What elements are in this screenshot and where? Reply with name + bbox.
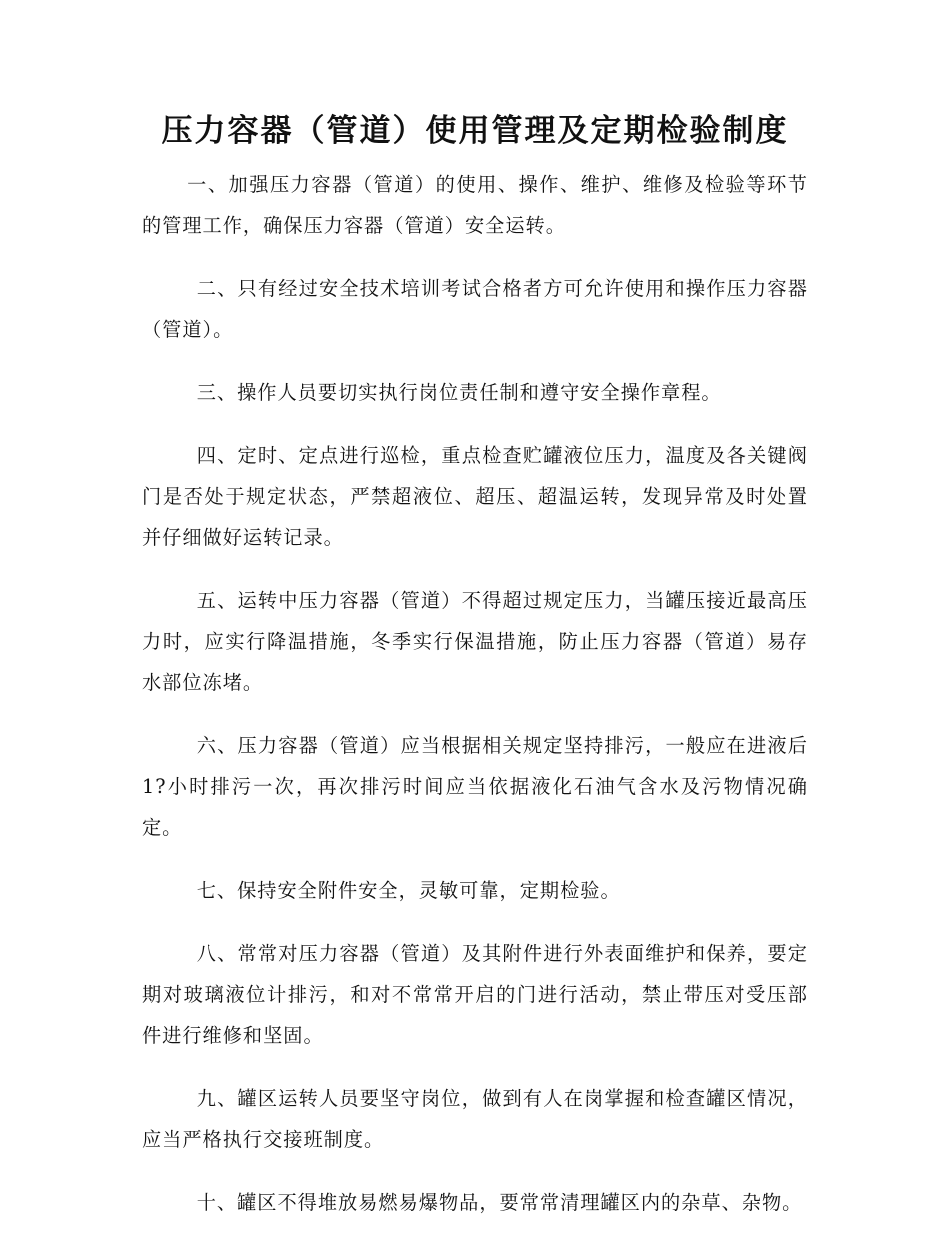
paragraph-3: 三、操作人员要切实执行岗位责任制和遵守安全操作章程。 bbox=[196, 381, 722, 404]
paragraph-1: 一、加强压力容器（管道）的使用、操作、维护、维修及检验等环节的管理工作，确保压力容器（管道）安全运转。 bbox=[142, 173, 808, 237]
paragraph-8: 八、常常对压力容器（管道）及其附件进行外表面维护和保养，要定期对玻璃液位计排污，和对不常常开启的门进行活动，禁止带压对受压部件进行维修和坚固。 bbox=[142, 942, 808, 1047]
paragraph-9: 九、罐区运转人员要坚守岗位，做到有人在岗掌握和检查罐区情况，应当严格执行交接班制度。 bbox=[142, 1087, 808, 1151]
paragraph-2: 二、只有经过安全技术培训考试合格者方可允许使用和操作压力容器（管道）。 bbox=[142, 277, 808, 341]
document-title: 压力容器（管道）使用管理及定期检验制度 bbox=[161, 113, 789, 149]
paragraph-5: 五、运转中压力容器（管道）不得超过规定压力，当罐压接近最高压力时，应实行降温措施，冬季实行保温措施，防止压力容器（管道）易存水部位冻堵。 bbox=[142, 589, 808, 694]
paragraph-6: 六、压力容器（管道）应当根据相关规定坚持排污，一般应在进液后1?小时排污一次，再次排污时间应当依据液化石油气含水及污物情况确定。 bbox=[142, 734, 808, 839]
paragraph-10: 十、罐区不得堆放易燃易爆物品，要常常清理罐区内的杂草、杂物。 bbox=[196, 1191, 803, 1214]
paragraph-4: 四、定时、定点进行巡检，重点检查贮罐液位压力，温度及各关键阀门是否处于规定状态，严禁超液位、超压、超温运转，发现异常及时处置并仔细做好运转记录。 bbox=[142, 444, 808, 549]
document-body bbox=[142, 164, 808, 1245]
paragraph-7: 七、保持安全附件安全，灵敏可靠，定期检验。 bbox=[196, 879, 621, 902]
